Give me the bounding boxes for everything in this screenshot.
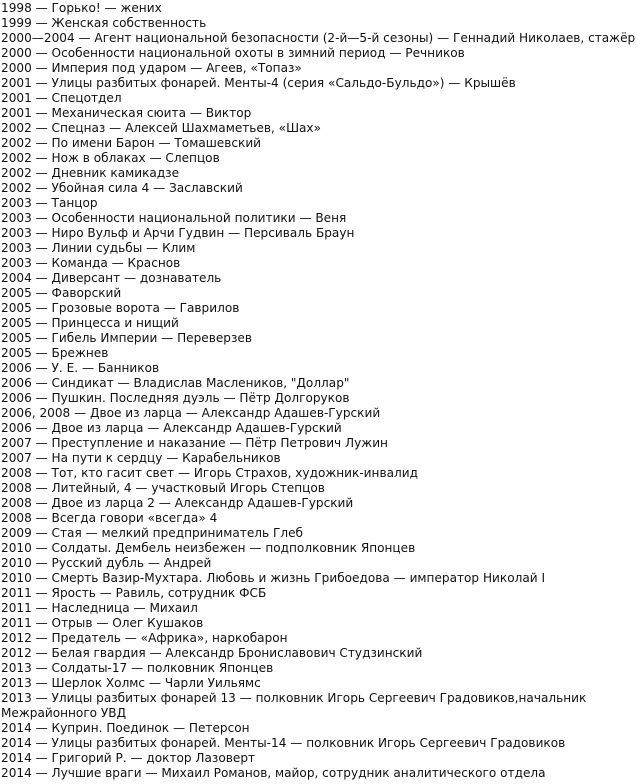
filmography-entry: 2014 — Григорий Р. — доктор Лазоверт xyxy=(1,751,256,765)
filmography-entry: 2014 — Лучшие враги — Михаил Романов, майор, сотрудник аналитического отдела xyxy=(1,766,546,780)
filmography-entry: 2013 — Шерлок Холмс — Чарли Уильямс xyxy=(1,676,261,690)
filmography-entry: 2006 — Пушкин. Последняя дуэль — Пётр Долгоруков xyxy=(1,391,350,405)
filmography-entry: 2006 — Двое из ларца — Александр Адашев-Гурский xyxy=(1,421,342,435)
filmography-entry: 2003 — Танцор xyxy=(1,196,98,210)
filmography-entry: 2006, 2008 — Двое из ларца — Александр Адашев-Гурский xyxy=(1,406,381,420)
filmography-entry: 2002 — Спецназ — Алексей Шахмаметьев, «Шах» xyxy=(1,121,321,135)
filmography-entry: 2001 — Механическая сюита — Виктор xyxy=(1,106,252,120)
filmography-entry: 2000 — Империя под ударом — Агеев, «Топаз» xyxy=(1,61,302,75)
filmography-entry: 2002 — По имени Барон — Томашевский xyxy=(1,136,262,150)
filmography-entry: 2011 — Отрыв — Олег Кушаков xyxy=(1,616,204,630)
filmography-entry: 2010 — Русский дубль — Андрей xyxy=(1,556,212,570)
filmography-entry: 2012 — Предатель — «Африка», наркобарон xyxy=(1,631,288,645)
filmography-entry: 2011 — Наследница — Михаил xyxy=(1,601,198,615)
filmography-entry: 2006 — У. Е. — Банников xyxy=(1,361,160,375)
filmography-entry: 2014 — Куприн. Поединок — Петерсон xyxy=(1,721,250,735)
filmography-entry: 2002 — Дневник камикадзе xyxy=(1,166,180,180)
filmography-entry: 2010 — Солдаты. Дембель неизбежен — подполковник Японцев xyxy=(1,541,416,555)
filmography-entry: 2010 — Смерть Вазир-Мухтара. Любовь и жизнь Грибоедова — император Николай I xyxy=(1,571,546,585)
filmography-entry: 2003 — Команда — Краснов xyxy=(1,256,181,270)
filmography-entry: 2013 — Улицы разбитых фонарей 13 — полковник Игорь Сергеевич Градовиков,начальник Межрайонного УВД xyxy=(1,691,587,720)
filmography-entry: 2003 — Линии судьбы — Клим xyxy=(1,241,196,255)
filmography-entry: 2012 — Белая гвардия — Александр Брониславович Студзинский xyxy=(1,646,423,660)
filmography-entry: 2013 — Солдаты-17 — полковник Японцев xyxy=(1,661,274,675)
filmography-entry: 2014 — Улицы разбитых фонарей. Менты-14 — полковник Игорь Сергеевич Градовиков xyxy=(1,736,566,750)
filmography-entry: 2001 — Спецотдел xyxy=(1,91,122,105)
filmography-entry: 1999 — Женская собственность xyxy=(1,16,207,30)
filmography-entry: 2005 — Гибель Империи — Переверзев xyxy=(1,331,252,345)
filmography-entry: 2005 — Грозовые ворота — Гаврилов xyxy=(1,301,240,315)
filmography-entry: 2002 — Убойная сила 4 — Заславский xyxy=(1,181,243,195)
filmography-entry: 2005 — Фаворский xyxy=(1,286,122,300)
filmography-entry: 2011 — Ярость — Равиль, сотрудник ФСБ xyxy=(1,586,267,600)
filmography-entry: 2008 — Литейный, 4 — участковый Игорь Степцов xyxy=(1,481,325,495)
filmography-entry: 2005 — Брежнев xyxy=(1,346,109,360)
filmography-entry: 2008 — Тот, кто гасит свет — Игорь Страхов, художник-инвалид xyxy=(1,466,418,480)
filmography-entry: 2009 — Стая — мелкий предприниматель Глеб xyxy=(1,526,304,540)
filmography-entry: 2001 — Улицы разбитых фонарей. Менты-4 (серия «Сальдо-Бульдо») — Крышёв xyxy=(1,76,516,90)
filmography-entry: 2008 — Двое из ларца 2 — Александр Адашев-Гурский xyxy=(1,496,354,510)
filmography-entry: 2004 — Диверсант — дознаватель xyxy=(1,271,222,285)
filmography-entry: 2007 — Преступление и наказание — Пётр Петрович Лужин xyxy=(1,436,388,450)
filmography-entry: 2003 — Особенности национальной политики — Веня xyxy=(1,211,347,225)
filmography-entry: 2002 — Нож в облаках — Слепцов xyxy=(1,151,220,165)
filmography-entry: 2007 — На пути к сердцу — Карабельников xyxy=(1,451,281,465)
filmography-entry: 2008 — Всегда говори «всегда» 4 xyxy=(1,511,218,525)
filmography-entry: 1998 — Горько! — жених xyxy=(1,1,162,15)
filmography-entry: 2006 — Синдикат — Владислав Маслеников, "Доллар" xyxy=(1,376,350,390)
filmography-entry: 2000 — Особенности национальной охоты в зимний период — Речников xyxy=(1,46,465,60)
filmography-entry: 2003 — Ниро Вульф и Арчи Гудвин — Персиваль Браун xyxy=(1,226,355,240)
filmography-entry: 2000—2004 — Агент национальной безопасности (2-й—5-й сезоны) — Геннадий Николаев, стажёр xyxy=(1,31,636,45)
filmography-entry: 2005 — Принцесса и нищий xyxy=(1,316,179,330)
